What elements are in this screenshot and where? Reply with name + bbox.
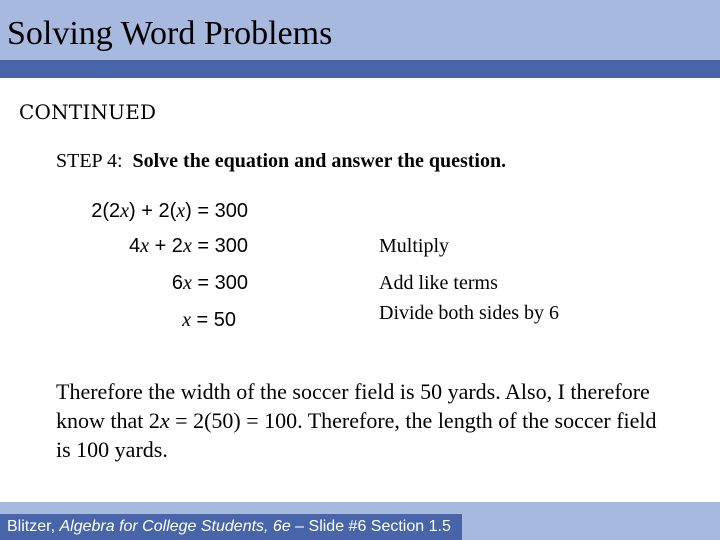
step-prefix: STEP 4: [56, 150, 123, 172]
equation-line-1: 2(2x) + 2(x) = 300 [91, 200, 248, 222]
note-divide: Divide both sides by 6 [379, 302, 559, 324]
equation-line-2: 4x + 2x = 300 [129, 235, 248, 257]
continued-label: CONTINUED [19, 100, 157, 124]
note-multiply: Multiply [379, 235, 450, 257]
title-divider [0, 60, 720, 78]
equation-line-3: 6x = 300 [171, 272, 248, 294]
conclusion-paragraph: Therefore the width of the soccer field is 50 yards. Also, I therefore know that 2x = 2(50) = 100. Therefore, the length of the soccer field is 100 yards. [56, 379, 657, 462]
footer-citation: Blitzer, Algebra for College Students, 6e – Slide #6 Section 1.5 [7, 518, 451, 535]
step-instruction: Solve the equation and answer the question. [132, 150, 507, 172]
step-heading [56, 150, 506, 173]
note-add-like-terms: Add like terms [379, 272, 498, 294]
equation-line-4: x = 50 [182, 309, 236, 331]
slide-title: Solving Word Problems [7, 15, 333, 52]
